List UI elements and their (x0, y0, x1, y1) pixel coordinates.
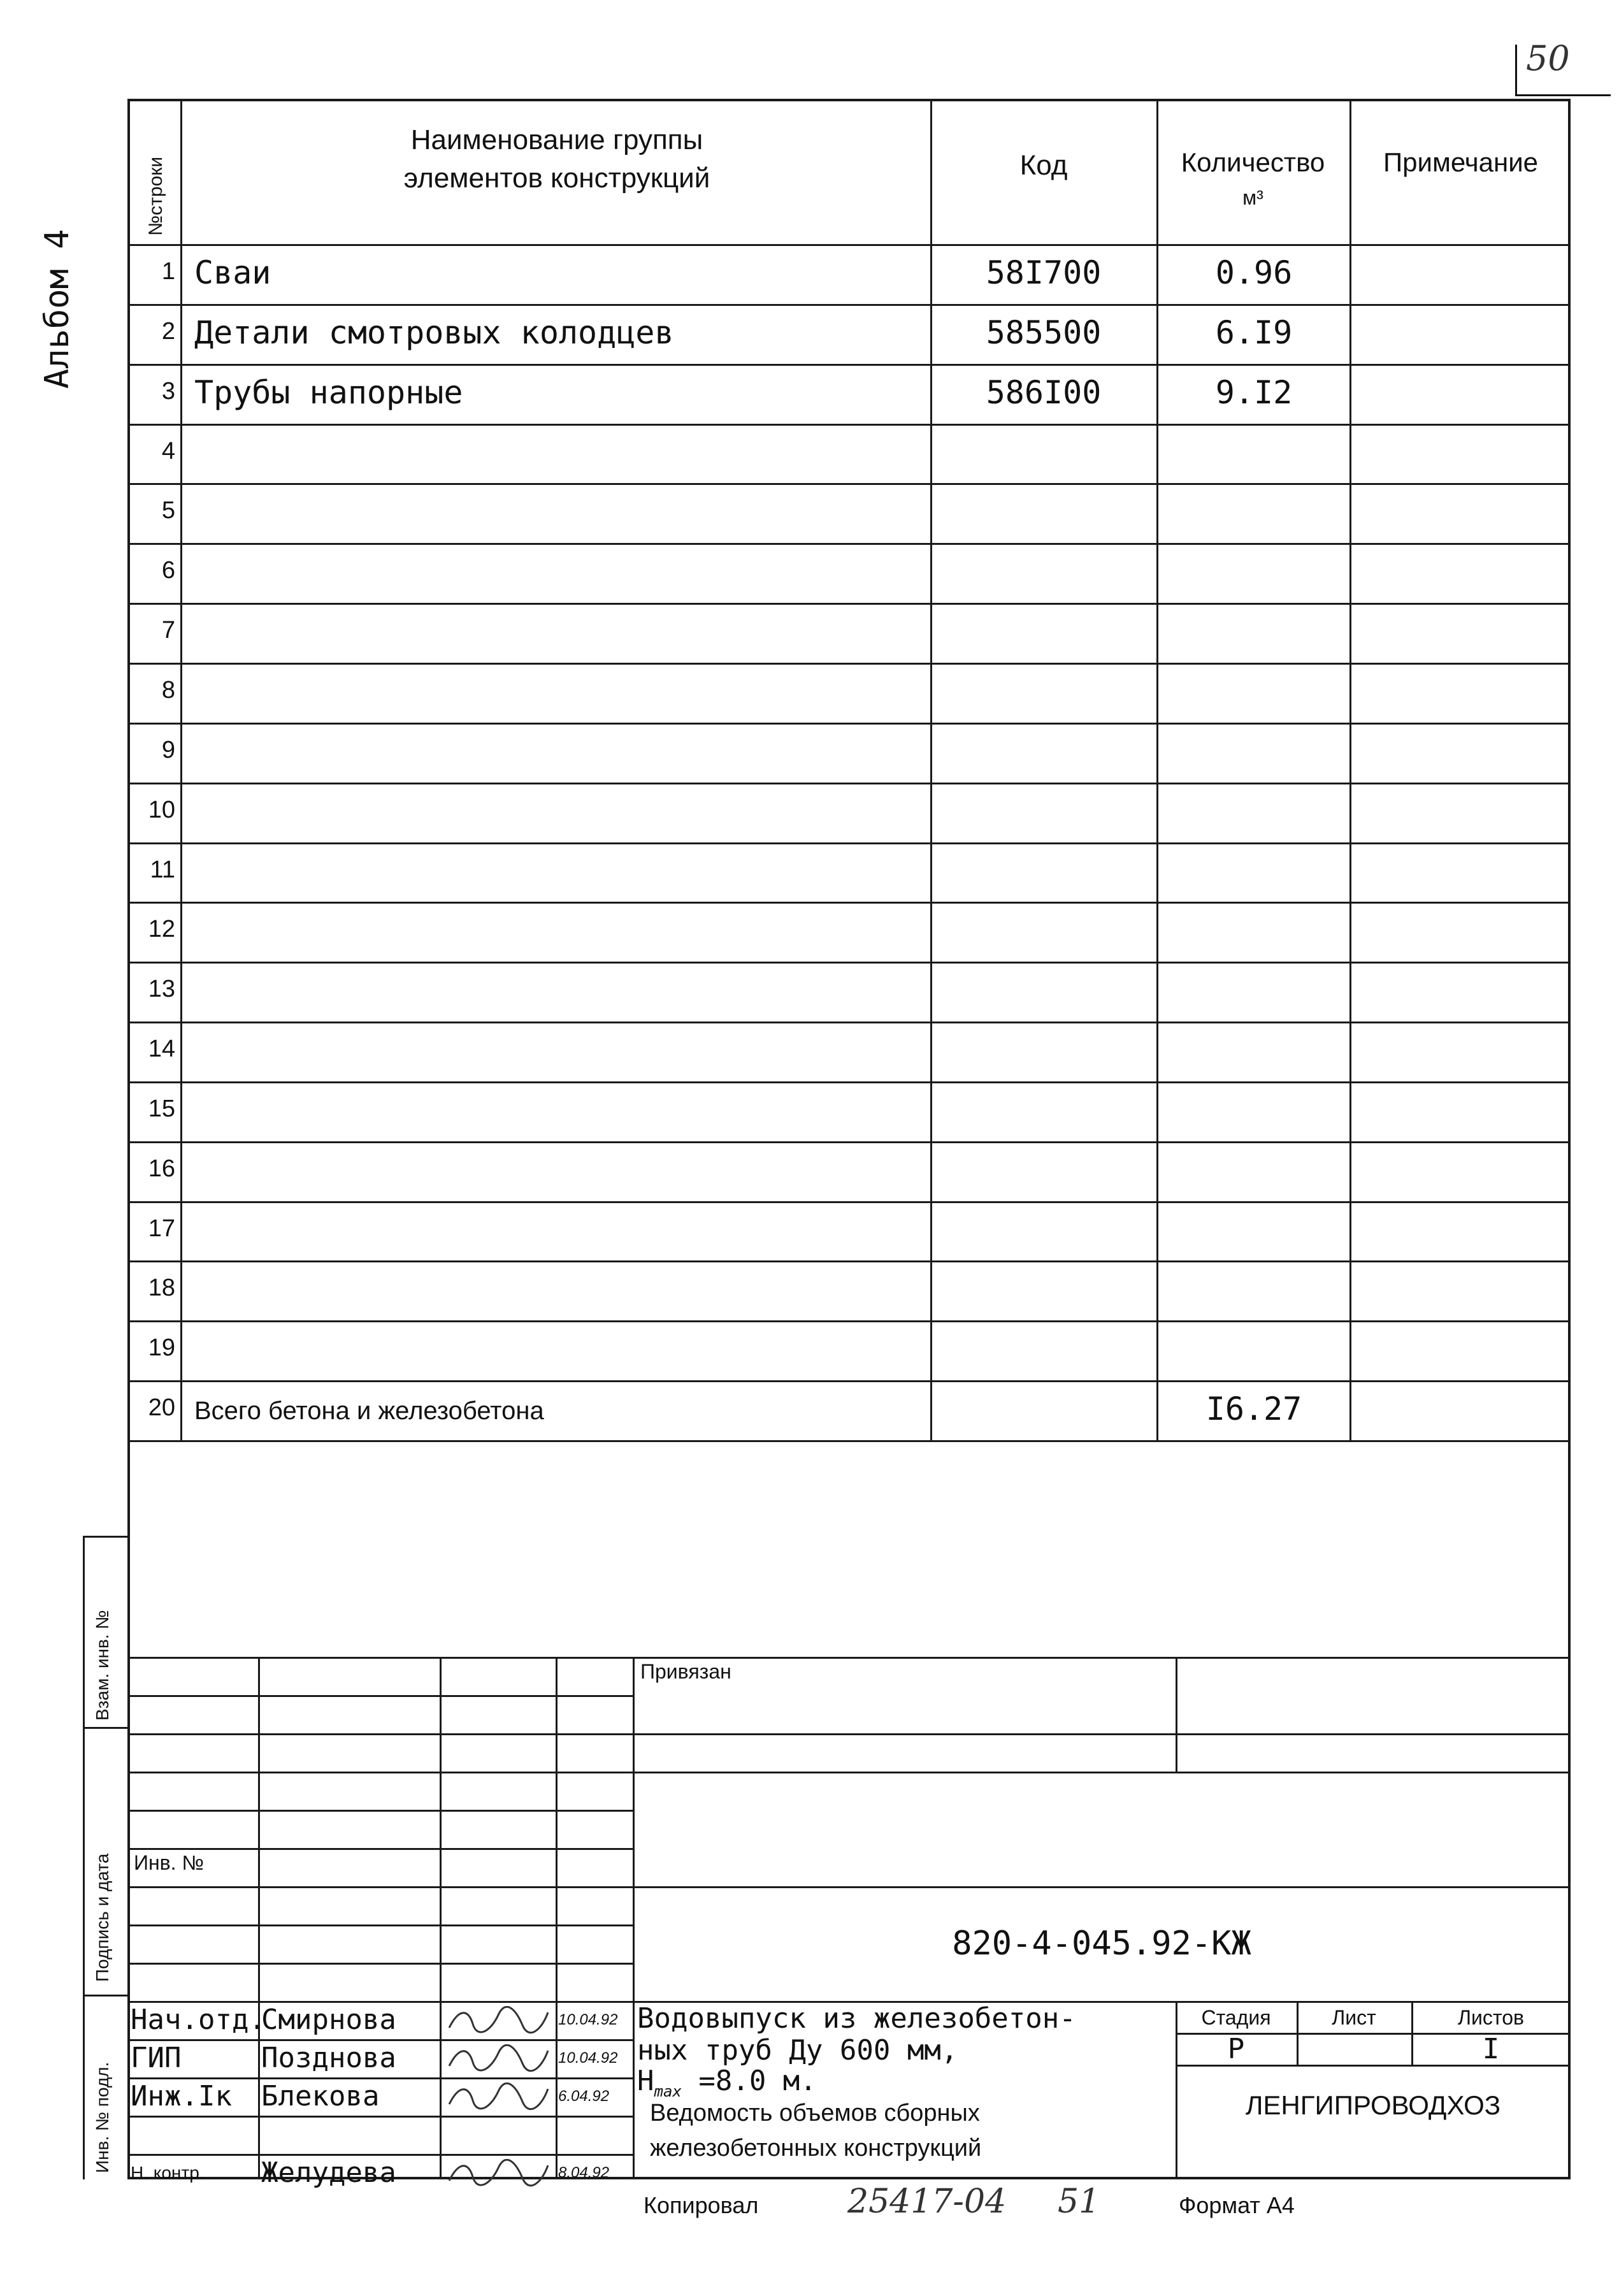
header-name-line2: элементов конструкций (403, 162, 710, 194)
row-divider (127, 543, 1571, 545)
stamp-top-line (127, 1657, 1571, 1659)
row-divider (127, 1022, 1571, 1023)
side-label-podpis: Подпись и дата (92, 1853, 112, 1982)
privyazan-label: Привязан (640, 1660, 731, 1683)
row-divider (127, 1260, 1571, 1262)
row-number: 17 (148, 1215, 175, 1242)
row-number: 18 (148, 1274, 175, 1301)
doc-title-value: =8.0 м. (698, 2065, 817, 2097)
stamp-left-row5 (127, 1848, 633, 1850)
row-number: 16 (148, 1155, 175, 1182)
doc-title-line5: железобетонных конструкций (650, 2135, 982, 2162)
row-number: 7 (161, 617, 175, 644)
signature-scribble (446, 2083, 551, 2111)
row-number: 3 (161, 378, 175, 405)
row-code: 58I700 (986, 254, 1102, 291)
row-divider (127, 663, 1571, 665)
doc-title-line2: ных труб Ду 600 мм, (637, 2034, 958, 2067)
stamp-col4 (633, 1657, 635, 2179)
page-number: 50 (1526, 38, 1570, 78)
signatory-date: 10.04.92 (558, 2049, 618, 2067)
stamp-left-row4 (127, 1810, 633, 1812)
row-code: 586I00 (986, 374, 1102, 411)
document-code: 820-4-045.92-КЖ (952, 1924, 1251, 1963)
stamp-col1 (258, 1657, 260, 2179)
header-bottom-line (127, 244, 1571, 246)
row-number: 8 (161, 677, 175, 704)
row-quantity: 6.I9 (1215, 314, 1293, 351)
stamp-left-row11 (127, 2077, 633, 2079)
row-divider (127, 1380, 1571, 1382)
signatory-name: Желудева (261, 2156, 396, 2189)
col-divider-name (930, 99, 932, 1440)
row-divider (127, 1440, 1571, 1442)
sheets-value: I (1482, 2033, 1500, 2065)
side-strip-div1 (83, 1727, 127, 1729)
row-number: 20 (148, 1394, 175, 1421)
header-note: Примечание (1383, 147, 1539, 177)
stamp-col2 (440, 1657, 442, 2179)
stamp-row6-line (127, 1886, 1571, 1888)
signatory-name: Блекова (261, 2080, 380, 2112)
row-quantity: 0.96 (1215, 254, 1293, 291)
signatory-role: Н. контр. (131, 2163, 205, 2183)
doc-title-line3 (637, 2065, 817, 2100)
signatory-name: Смирнова (261, 2004, 396, 2036)
row-number: 5 (161, 497, 175, 524)
row-number: 11 (150, 856, 175, 883)
row-number: 1 (161, 258, 175, 285)
stamp-col3 (556, 1657, 558, 2179)
row-number: 19 (148, 1334, 175, 1361)
row-divider (127, 483, 1571, 485)
side-strip-top (83, 1536, 127, 1538)
row-divider (127, 364, 1571, 366)
row-code: 585500 (986, 314, 1102, 351)
row-number: 15 (148, 1095, 175, 1122)
doc-title-line1: Водовыпуск из железобетон- (637, 2002, 1076, 2035)
side-strip-left-line (83, 1536, 85, 2179)
header-quantity-unit: м³ (1242, 186, 1263, 209)
row-divider (127, 1201, 1571, 1203)
row-divider (127, 603, 1571, 605)
row-divider (127, 723, 1571, 725)
copied-value: 25417-04 (847, 2183, 1007, 2221)
stamp-left-row8 (127, 1963, 633, 1965)
page-number-tick (1515, 45, 1517, 96)
copied-sheet: 51 (1058, 2183, 1100, 2221)
stamp-left-row1 (127, 1695, 633, 1697)
organization-name: ЛЕНГИПРОВОДХОЗ (1245, 2090, 1501, 2120)
header-name-line1: Наименование группы (410, 124, 703, 155)
format-label: Формат А4 (1179, 2192, 1295, 2218)
row-number: 2 (161, 318, 175, 345)
stage-value: Р (1227, 2033, 1245, 2065)
side-strip-div2 (83, 1995, 127, 1996)
row-divider (127, 962, 1571, 964)
col-divider-num (180, 99, 182, 1440)
side-label-inv-podl: Инв. № подл. (92, 2061, 112, 2173)
row-number: 13 (148, 976, 175, 1002)
stage-block-left (1176, 2001, 1177, 2179)
sheet-label: Лист (1332, 2006, 1376, 2029)
album-label: Альбом 4 (38, 229, 76, 389)
col-divider-code (1156, 99, 1158, 1440)
signatory-role: ГИП (131, 2042, 182, 2074)
row-number: 6 (161, 557, 175, 584)
row-name: Детали смотровых колодцев (194, 314, 674, 351)
sheets-label: Листов (1458, 2006, 1524, 2029)
stamp-left-row12 (127, 2116, 633, 2118)
privyazan-divider (1176, 1657, 1177, 1772)
page-number-underline (1515, 94, 1611, 96)
header-quantity: Количество (1181, 147, 1325, 177)
inv-no-label: Инв. № (134, 1851, 204, 1874)
stamp-left-row3 (127, 1772, 633, 1773)
row-divider (127, 1081, 1571, 1083)
privyazan-bottom (633, 1772, 1571, 1773)
row-name: Сваи (194, 254, 271, 291)
row-divider (127, 1320, 1571, 1322)
row-divider (127, 1141, 1571, 1143)
signatory-role: Инж.Iк (131, 2080, 232, 2112)
signatory-date: 8.04.92 (558, 2164, 610, 2181)
signature-scribble (446, 2044, 551, 2072)
header-row-number: №строки (145, 156, 166, 236)
stamp-left-row13 (127, 2154, 633, 2156)
doc-title-max: max (654, 2082, 682, 2100)
row-name: Трубы напорные (194, 374, 463, 411)
side-label-vzam: Взам. инв. № (92, 1610, 112, 1721)
row-number: 10 (148, 797, 175, 823)
row-divider (127, 424, 1571, 426)
col-divider-qty (1349, 99, 1351, 1440)
copied-label: Копировал (644, 2192, 759, 2218)
signatory-date: 6.04.92 (558, 2088, 610, 2105)
row-quantity: I6.27 (1205, 1390, 1302, 1427)
row-divider (127, 783, 1571, 784)
signatory-role: Нач.отд. (131, 2004, 266, 2036)
signatory-name: Позднова (261, 2042, 396, 2074)
stamp-left-row10 (127, 2039, 633, 2041)
row-number: 12 (148, 916, 175, 942)
signature-scribble (446, 2159, 551, 2187)
signature-scribble (446, 2006, 551, 2034)
signatory-date: 10.04.92 (558, 2011, 618, 2028)
stage-label: Стадия (1201, 2006, 1271, 2029)
row-number: 9 (161, 737, 175, 763)
row-divider (127, 304, 1571, 306)
row-divider (127, 902, 1571, 904)
stamp-row2-line (127, 1733, 1571, 1735)
row-number: 4 (161, 438, 175, 465)
stamp-left-row7 (127, 1924, 633, 1926)
row-divider (127, 842, 1571, 844)
header-code: Код (1019, 150, 1068, 181)
doc-title-h: Н (637, 2065, 654, 2097)
doc-title-line4: Ведомость объемов сборных (650, 2100, 980, 2126)
row-name: Всего бетона и железобетона (194, 1397, 544, 1425)
row-quantity: 9.I2 (1215, 374, 1293, 411)
row-number: 14 (148, 1036, 175, 1062)
